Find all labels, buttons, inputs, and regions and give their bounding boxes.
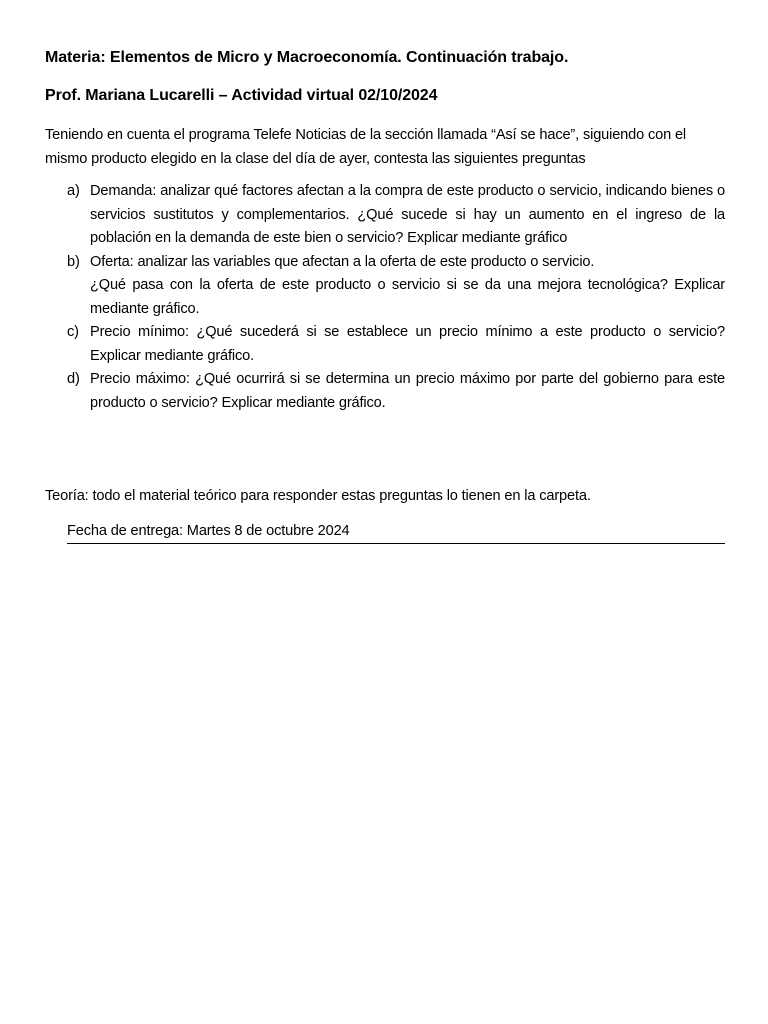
teacher-activity-title: Prof. Mariana Lucarelli – Actividad virtual 02/10/2024 bbox=[45, 87, 438, 104]
question-item-b bbox=[67, 251, 725, 322]
question-marker: c) bbox=[67, 324, 79, 340]
subject-title: Materia: Elementos de Micro y Macroeconomía. Continuación trabajo. bbox=[45, 49, 569, 66]
question-marker: a) bbox=[67, 183, 80, 199]
question-text: Demanda: analizar qué factores afectan a la compra de este producto o servicio, indicando bienes o servicios sustitutos y complementarios. ¿Qué sucede si hay un aumento en el ingreso de la población en la demanda de este bien o servicio? Explicar mediante gráfico bbox=[90, 183, 725, 246]
question-item-a bbox=[67, 180, 725, 251]
question-list bbox=[67, 180, 725, 415]
question-item-d bbox=[67, 368, 725, 415]
question-text: Precio máximo: ¿Qué ocurrirá si se determina un precio máximo por parte del gobierno para este producto o servicio? Explicar mediante gráfico. bbox=[90, 371, 725, 411]
question-text: Precio mínimo: ¿Qué sucederá si se establece un precio mínimo a este producto o servicio? Explicar mediante gráfico. bbox=[90, 324, 725, 364]
deadline-line: Fecha de entrega: Martes 8 de octubre 2024 bbox=[67, 523, 725, 544]
question-text: Oferta: analizar las variables que afectan a la oferta de este producto o servicio. bbox=[90, 253, 595, 270]
question-item-c bbox=[67, 321, 725, 368]
theory-note: Teoría: todo el material teórico para responder estas preguntas lo tienen en la carpeta. bbox=[45, 488, 591, 504]
question-marker: b) bbox=[67, 253, 80, 270]
intro-paragraph: Teniendo en cuenta el programa Telefe Noticias de la sección llamada “Así se hace”, siguiendo con el mismo producto elegido en la clase del día de ayer, contesta las siguientes preguntas bbox=[45, 127, 687, 167]
question-marker: d) bbox=[67, 371, 80, 387]
question-text-continued: ¿Qué pasa con la oferta de este producto o servicio si se da una mejora tecnológica? Explicar mediante gráfico. bbox=[90, 277, 725, 317]
